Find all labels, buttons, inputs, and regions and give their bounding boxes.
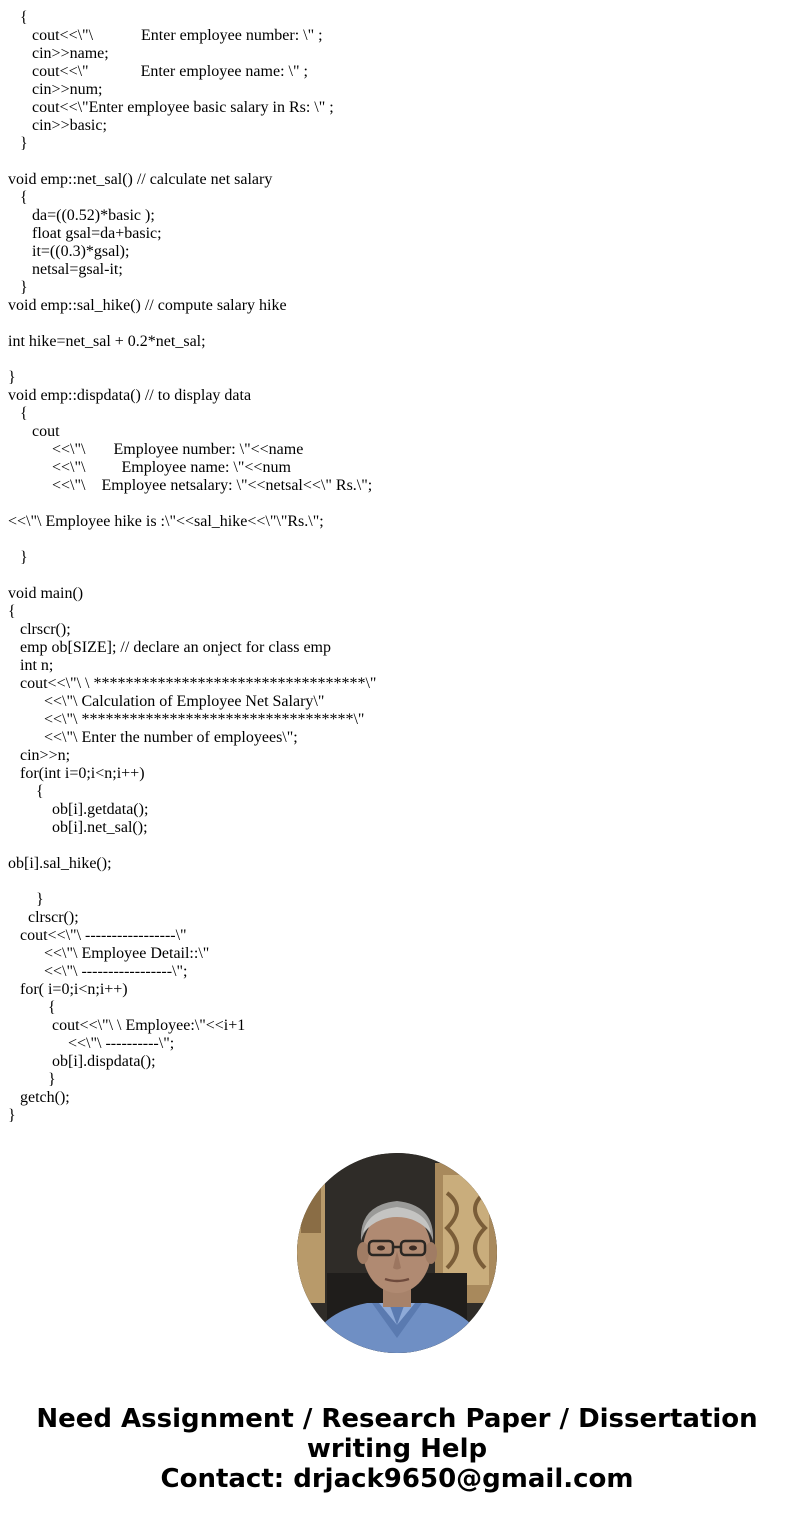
code-line: cout<<\" Enter employee name: \" ; <box>8 63 308 80</box>
code-line: <<\"\ -----------------\"; <box>8 963 188 980</box>
code-line: netsal=gsal-it; <box>8 261 123 278</box>
code-line: <<\"\ Employee number: \"<<name <box>8 441 304 458</box>
code-line: ob[i].sal_hike(); <box>8 855 112 872</box>
promo-banner <box>0 1404 794 1494</box>
code-line: } <box>8 891 44 908</box>
code-line <box>8 531 788 549</box>
code-line: <<\"\ Enter the number of employees\"; <box>8 729 298 746</box>
code-line <box>8 153 788 171</box>
code-line: cin>>name; <box>8 45 109 62</box>
code-line: void emp::dispdata() // to display data <box>8 387 252 404</box>
code-line: cout<<\"\ \ **********************************\" <box>8 675 377 692</box>
code-line: void emp::net_sal() // calculate net salary <box>8 171 273 188</box>
code-line: { <box>8 603 16 620</box>
promo-headline: Need Assignment / Research Paper / Dissertation <box>36 1404 758 1434</box>
code-line: { <box>8 405 28 422</box>
code-line: <<\"\ Employee netsalary: \"<<netsal<<\" Rs.\"; <box>8 477 373 494</box>
code-line: <<\"\ Employee hike is :\"<<sal_hike<<\"\"Rs.\"; <box>8 513 324 530</box>
code-line: <<\"\ **********************************\" <box>8 711 365 728</box>
code-line: } <box>8 549 28 566</box>
promo-contact: Contact: drjack9650@gmail.com <box>160 1464 634 1494</box>
code-line: } <box>8 279 28 296</box>
code-line: { <box>8 999 56 1016</box>
code-line: cout<<\"Enter employee basic salary in Rs: \" ; <box>8 99 334 116</box>
code-line: cout <box>8 423 60 440</box>
code-line: clrscr(); <box>8 909 79 926</box>
code-line: <<\"\ ----------\"; <box>8 1035 175 1052</box>
code-line: cout<<\"\ \ Employee:\"<<i+1 <box>8 1017 246 1034</box>
code-line: } <box>8 135 28 152</box>
code-line: { <box>8 783 44 800</box>
code-line: cout<<\"\ -----------------\" <box>8 927 187 944</box>
code-line: void main() <box>8 585 84 602</box>
code-line: } <box>8 1107 16 1124</box>
code-line: emp ob[SIZE]; // declare an onject for class emp <box>8 639 331 656</box>
code-line: cin>>num; <box>8 81 103 98</box>
code-line: ob[i].getdata(); <box>8 801 149 818</box>
code-line: cin>>n; <box>8 747 71 764</box>
profile-photo-icon <box>297 1153 497 1353</box>
code-line: clrscr(); <box>8 621 71 638</box>
code-line <box>8 315 788 333</box>
code-line <box>8 0 788 9</box>
code-line: void emp::sal_hike() // compute salary hike <box>8 297 287 314</box>
code-line: <<\"\ Calculation of Employee Net Salary\" <box>8 693 325 710</box>
code-line <box>8 351 788 369</box>
code-line: for(int i=0;i<n;i++) <box>8 765 145 782</box>
code-line <box>8 873 788 891</box>
code-line: cin>>basic; <box>8 117 107 134</box>
code-line: int n; <box>8 657 54 674</box>
code-line: getch(); <box>8 1089 70 1106</box>
code-line: da=((0.52)*basic ); <box>8 207 155 224</box>
code-line: int hike=net_sal + 0.2*net_sal; <box>8 333 206 350</box>
code-line: ob[i].dispdata(); <box>8 1053 156 1070</box>
code-line: } <box>8 369 16 386</box>
code-line <box>8 495 788 513</box>
code-line: <<\"\ Employee name: \"<<num <box>8 459 291 476</box>
code-line: for( i=0;i<n;i++) <box>8 981 128 998</box>
code-line: <<\"\ Employee Detail::\" <box>8 945 210 962</box>
code-line: float gsal=da+basic; <box>8 225 162 242</box>
promo-subheadline: writing Help <box>306 1434 488 1464</box>
profile-photo <box>297 1153 497 1353</box>
code-line <box>8 567 788 585</box>
code-line: cout<<\"\ Enter employee number: \" ; <box>8 27 323 44</box>
code-line <box>8 837 788 855</box>
code-line: ob[i].net_sal(); <box>8 819 148 836</box>
code-line: { <box>8 189 28 206</box>
code-line: it=((0.3)*gsal); <box>8 243 130 260</box>
code-line: } <box>8 1071 56 1088</box>
code-line: { <box>8 9 28 26</box>
code-listing <box>8 0 788 1125</box>
